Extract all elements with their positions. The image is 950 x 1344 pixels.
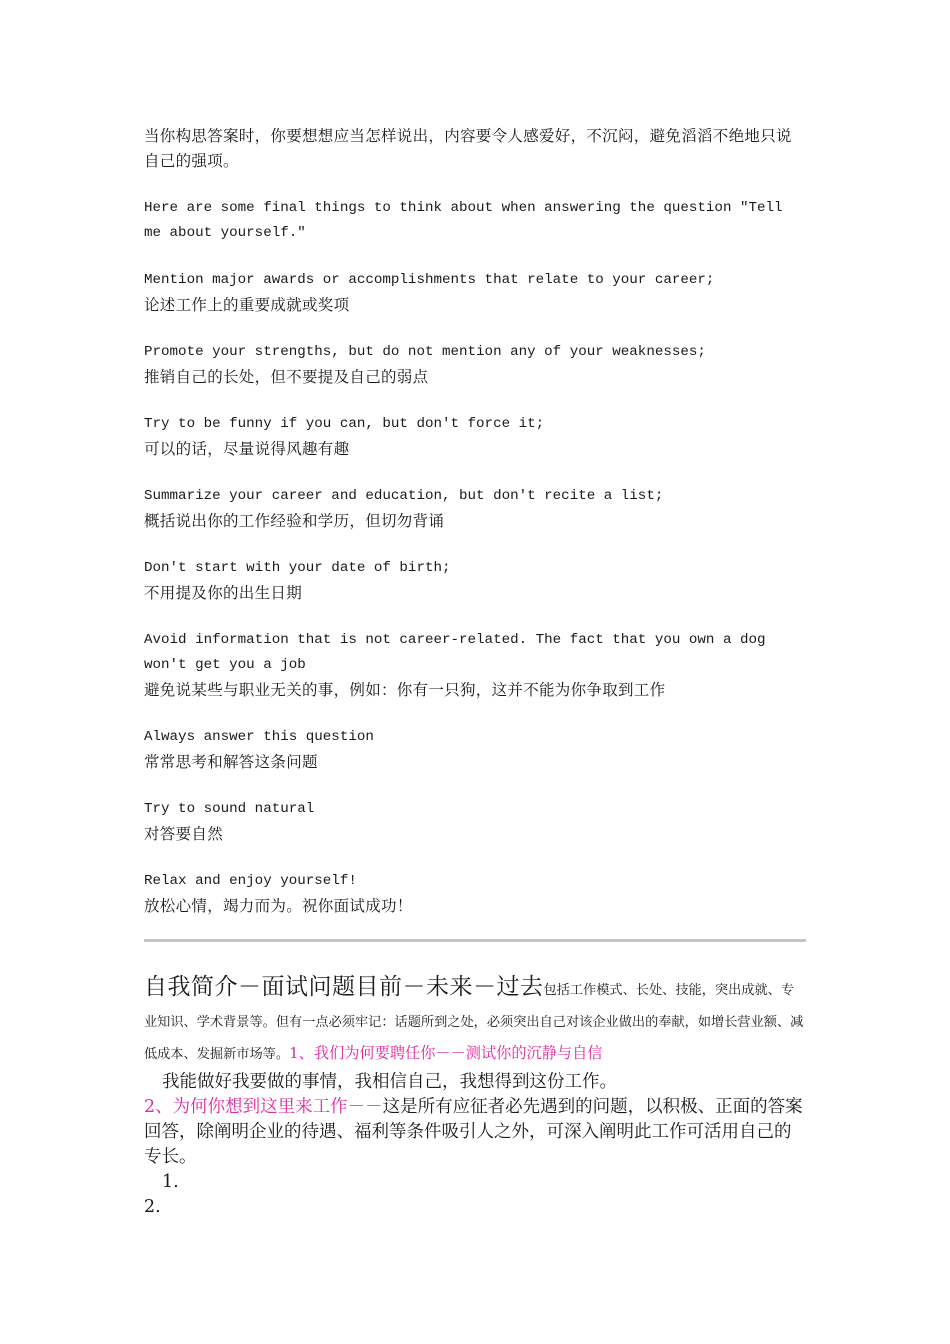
tip-en: Don't start with your date of birth; [144, 560, 451, 576]
tip-en: Relax and enjoy yourself! [144, 873, 357, 889]
tip-item [144, 340, 806, 390]
list-item-2: 2. [144, 1197, 161, 1217]
tip-zh: 对答要自然 [144, 825, 224, 843]
answer-2: 这是所有应征者必先遇到的问题，以积极、正面的答案回答，除阐明企业的待遇、福利等条件吸引人之外，可深入阐明此工作可活用自己的专长。 [144, 1097, 803, 1167]
question-2: 2、为何你想到这里来工作－－ [144, 1097, 383, 1117]
tip-zh: 放松心情，竭力而为。祝你面试成功！ [144, 897, 413, 915]
tip-zh: 论述工作上的重要成就或奖项 [144, 296, 350, 314]
tip-item [144, 869, 806, 919]
tip-en: Try to sound natural [144, 801, 315, 817]
tip-en: Always answer this question [144, 729, 374, 745]
list-item-1: 1. [162, 1172, 179, 1192]
tip-item [144, 797, 806, 847]
tip-en: Avoid information that is not career-related. The fact that you own a dog won't get you a job [144, 632, 766, 673]
tip-item [144, 484, 806, 534]
tip-zh: 推销自己的长处，但不要提及自己的弱点 [144, 368, 429, 386]
tip-item [144, 556, 806, 606]
tip-item [144, 268, 806, 318]
section-heading-tail: 包括工作模式、长处、技能，突出成就、专业知识、学术背景等。但有一点必须牢记：话题所到之处，必须突出自己对该企业做出的奉献，如增长营业额、减低成本、发掘新市场等。 [144, 983, 804, 1062]
section-paragraph [144, 972, 806, 1070]
section-divider [144, 939, 806, 942]
tip-en: Try to be funny if you can, but don't force it; [144, 416, 545, 432]
tip-zh: 避免说某些与职业无关的事，例如：你有一只狗，这并不能为你争取到工作 [144, 681, 666, 699]
intro-chinese: 当你构思答案时，你要想想应当怎样说出，内容要令人感爱好，不沉闷，避免滔滔不绝地只说自己的强项。 [144, 127, 792, 170]
self-intro-section [144, 972, 806, 1220]
tip-en: Mention major awards or accomplishments that relate to your career; [144, 272, 715, 288]
question-2-paragraph [144, 1095, 806, 1170]
document-page [144, 124, 806, 1220]
tip-en: Summarize your career and education, but don't recite a list; [144, 488, 664, 504]
tip-item [144, 628, 806, 703]
section-heading: 自我简介－面试问题目前－未来－过去 [144, 974, 544, 1000]
tip-zh: 不用提及你的出生日期 [144, 584, 303, 602]
tip-zh: 可以的话，尽量说得风趣有趣 [144, 440, 350, 458]
intro-english: Here are some final things to think about when answering the question "Tell me about yourself." [144, 200, 783, 241]
tip-zh: 常常思考和解答这条问题 [144, 753, 318, 771]
tip-item [144, 412, 806, 462]
question-1: 1、我们为何要聘任你－－测试你的沉静与自信 [289, 1044, 603, 1062]
tip-en: Promote your strengths, but do not mention any of your weaknesses; [144, 344, 706, 360]
tip-item [144, 725, 806, 775]
tip-zh: 概括说出你的工作经验和学历，但切勿背诵 [144, 512, 445, 530]
answer-1: 我能做好我要做的事情，我相信自己，我想得到这份工作。 [162, 1072, 617, 1092]
